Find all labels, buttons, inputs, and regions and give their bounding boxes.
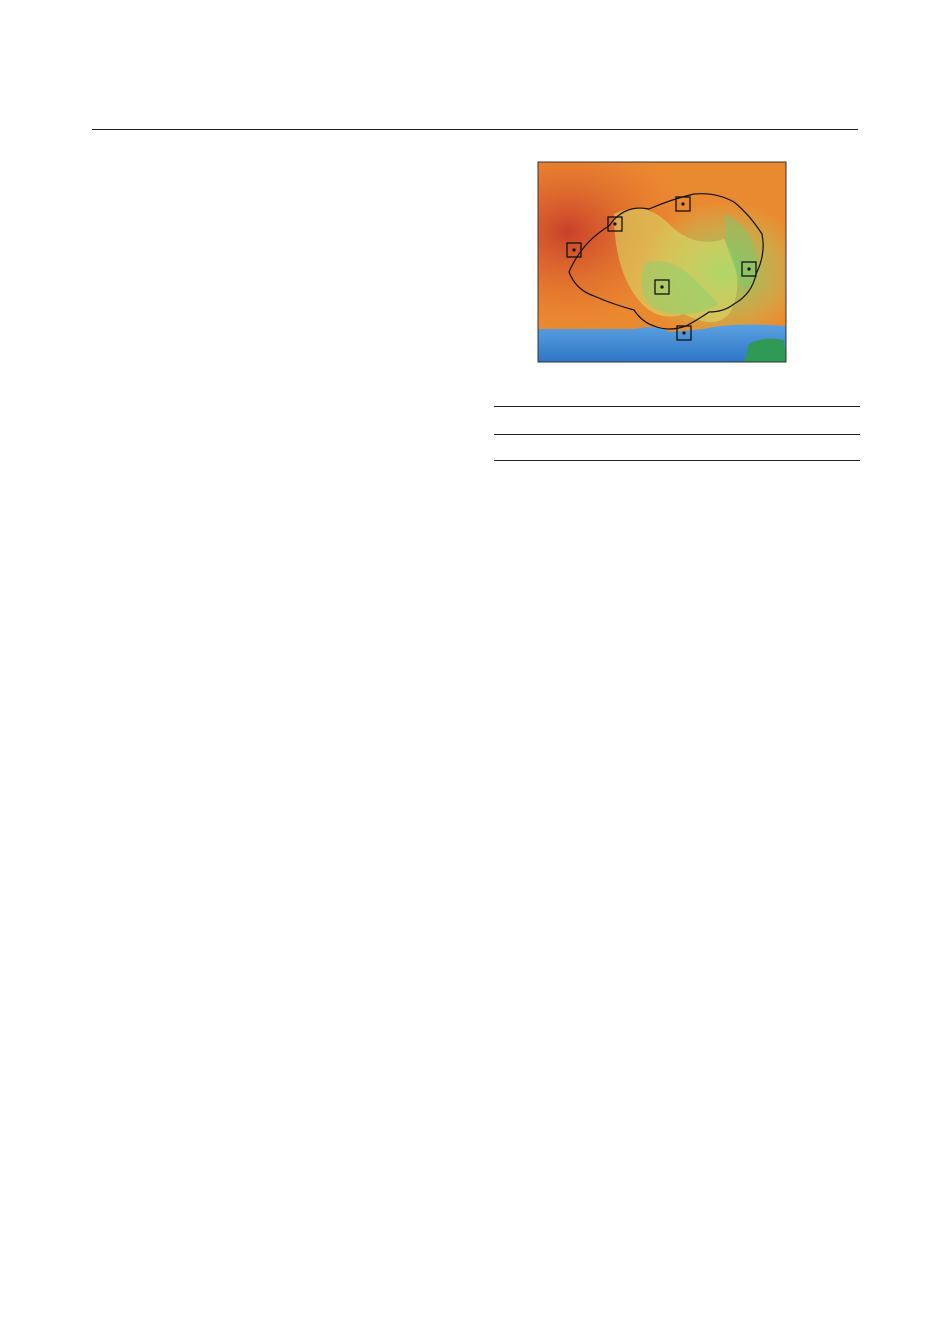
col-header	[760, 407, 860, 435]
station-dot	[660, 285, 663, 288]
station-dot	[613, 222, 616, 225]
col-header	[656, 407, 760, 435]
total-temp	[656, 435, 760, 461]
col-header	[546, 407, 656, 435]
station-dot	[682, 331, 685, 334]
total-humidity	[760, 435, 860, 461]
col-header	[494, 407, 546, 435]
right-column	[494, 146, 860, 483]
station-dot	[572, 248, 575, 251]
page-header	[92, 104, 858, 130]
table-1	[494, 406, 860, 461]
station-dot	[747, 267, 750, 270]
figure-1-terrain-map	[494, 154, 860, 394]
table-total-row	[494, 435, 860, 461]
empty-cell	[546, 435, 656, 461]
left-column	[92, 146, 464, 158]
table-header-row	[494, 407, 860, 435]
terrain-map-svg	[494, 154, 860, 394]
total-label	[494, 435, 546, 461]
station-dot	[681, 202, 684, 205]
